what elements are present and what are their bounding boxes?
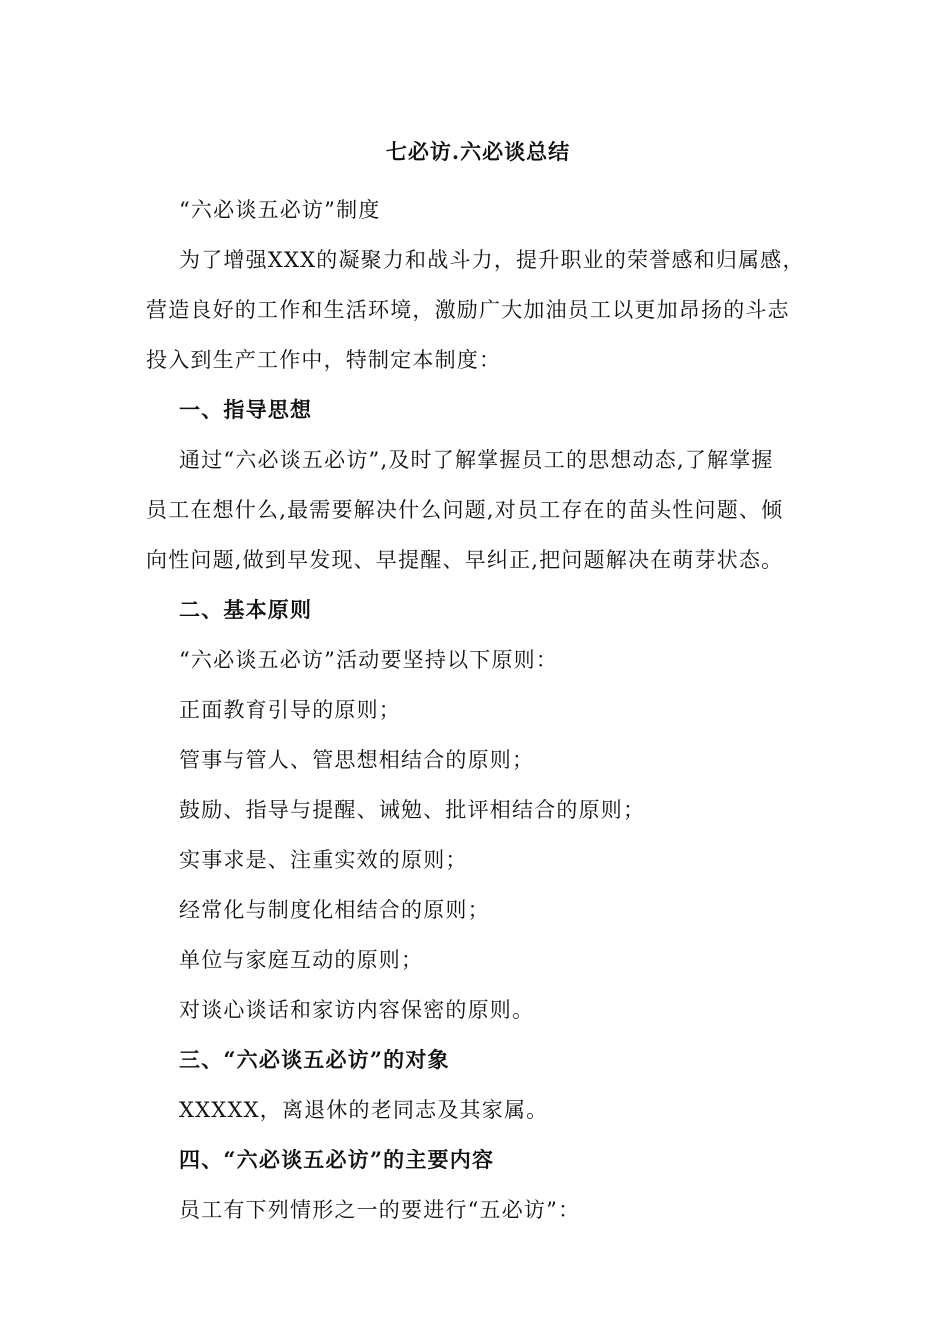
line-2: 为了增强XXX的凝聚力和战斗力，提升职业的荣誉感和归属感，	[179, 248, 805, 272]
section-heading-2: 二、基本原则	[179, 597, 313, 622]
line-21: 员工有下列情形之一的要进行“五必访”：	[179, 1198, 581, 1222]
principle-3: 鼓励、指导与提醒、诫勉、批评相结合的原则；	[179, 798, 646, 822]
section-heading-4: 四、“六必谈五必访”的主要内容	[179, 1147, 495, 1172]
section-heading-1: 一、指导思想	[179, 397, 313, 422]
document-title: 七必访.六必谈总结	[385, 139, 571, 164]
line-8: 向性问题,做到早发现、早提醒、早纠正,把问题解决在萌芽状态。	[146, 548, 784, 572]
line-10: “六必谈五必访”活动要坚持以下原则：	[179, 648, 559, 672]
principle-6: 单位与家庭互动的原则；	[179, 948, 424, 972]
principle-7: 对谈心谈话和家访内容保密的原则。	[179, 998, 535, 1022]
principle-5: 经常化与制度化相结合的原则；	[179, 898, 490, 922]
line-1: “六必谈五必访”制度	[179, 198, 381, 222]
principle-4: 实事求是、注重实效的原则；	[179, 848, 468, 872]
line-6: 通过“六必谈五必访”,及时了解掌握员工的思想动态,了解掌握	[179, 448, 774, 472]
line-4: 投入到生产工作中，特制定本制度：	[146, 348, 502, 372]
section-heading-3: 三、“六必谈五必访”的对象	[179, 1047, 450, 1072]
principle-1: 正面教育引导的原则；	[179, 698, 401, 722]
line-3: 营造良好的工作和生活环境，激励广大加油员工以更加昂扬的斗志	[146, 298, 790, 322]
principle-2: 管事与管人、管思想相结合的原则；	[179, 748, 535, 772]
line-19: XXXXX，离退休的老同志及其家属。	[179, 1098, 549, 1122]
line-7: 员工在想什么,最需要解决什么问题,对员工存在的苗头性问题、倾	[146, 498, 784, 522]
